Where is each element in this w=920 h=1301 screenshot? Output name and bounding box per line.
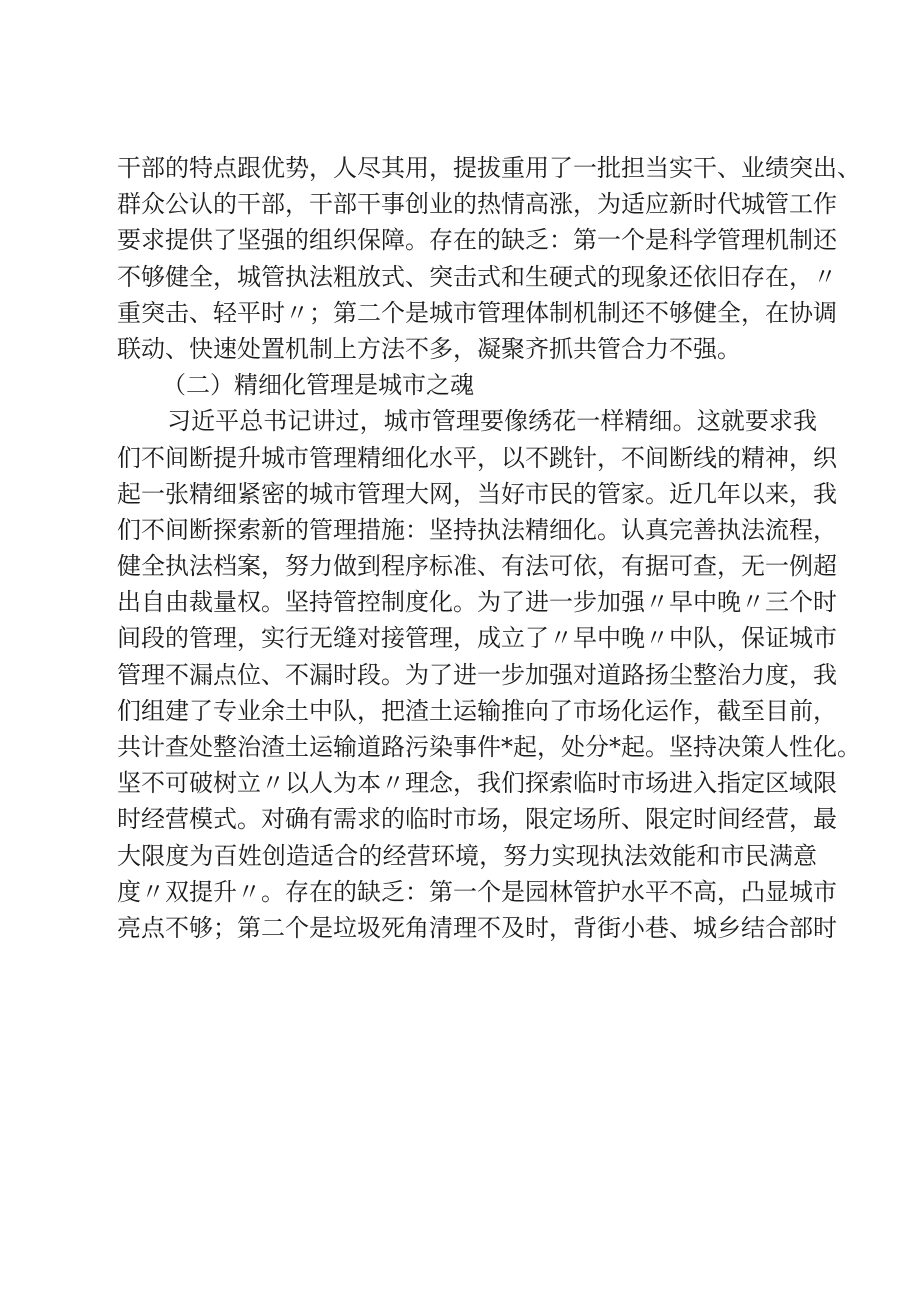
text-line: 们不间断提升城市管理精细化水平，以不跳针，不间断线的精神，织 [117, 443, 837, 472]
text-line: 出自由裁量权。坚持管控制度化。为了进一步加强〃早中晚〃三个时 [117, 588, 837, 617]
text-line: 们不间断探索新的管理措施：坚持执法精细化。认真完善执法流程， [117, 515, 837, 544]
text-line: 起一张精细紧密的城市管理大网，当好市民的管家。近几年以来，我 [117, 479, 837, 508]
text-line: 干部的特点跟优势，人尽其用，提拔重用了一批担当实干、业绩突出、 [117, 154, 861, 182]
text-line: 共计查处整治渣土运输道路污染事件*起，处分*起。坚持决策人性化。 [117, 733, 861, 761]
text-line: 健全执法档案，努力做到程序标准、有法可依，有据可查，无一例超 [117, 552, 837, 581]
paragraph-1 [117, 150, 861, 367]
text-line: 联动、快速处置机制上方法不多，凝聚齐抓共管合力不强。 [117, 334, 741, 363]
text-line: 重突击、轻平时〃；第二个是城市管理体制机制还不够健全，在协调 [117, 298, 837, 327]
text-line: 群众公认的干部，干部干事创业的热情高涨，为适应新时代城管工作 [117, 190, 837, 219]
text-line: 要求提供了坚强的组织保障。存在的缺乏：第一个是科学管理机制还 [117, 226, 837, 255]
text-line: 亮点不够；第二个是垃圾死角清理不及时，背街小巷、城乡结合部时 [117, 913, 837, 942]
text-line: 习近平总书记讲过，城市管理要像绣花一样精细。这就要求我 [167, 407, 817, 436]
text-line: 大限度为百姓创造适合的经营环境，努力实现执法效能和市民满意 [117, 841, 817, 870]
document-body [117, 150, 861, 946]
text-line: 时经营模式。对确有需求的临时市场，限定场所、限定时间经营，最 [117, 805, 837, 834]
text-line: 间段的管理，实行无缝对接管理，成立了〃早中晚〃中队，保证城市 [117, 624, 837, 653]
text-line: 度〃双提升〃。存在的缺乏：第一个是园林管护水平不高，凸显城市 [117, 877, 837, 906]
text-line: 管理不漏点位、不漏时段。为了进一步加强对道路扬尘整治力度，我 [117, 660, 837, 689]
text-line: 不够健全，城管执法粗放式、突击式和生硬式的现象还依旧存在，〃 [117, 262, 837, 291]
section-heading: （二）精细化管理是城市之魂 [162, 371, 474, 400]
text-line: 们组建了专业余土中队，把渣土运输推向了市场化运作，截至目前， [117, 696, 837, 725]
paragraph-2 [117, 403, 861, 946]
text-line: 坚不可破树立〃以人为本〃理念，我们探索临时市场进入指定区域限 [117, 769, 837, 798]
